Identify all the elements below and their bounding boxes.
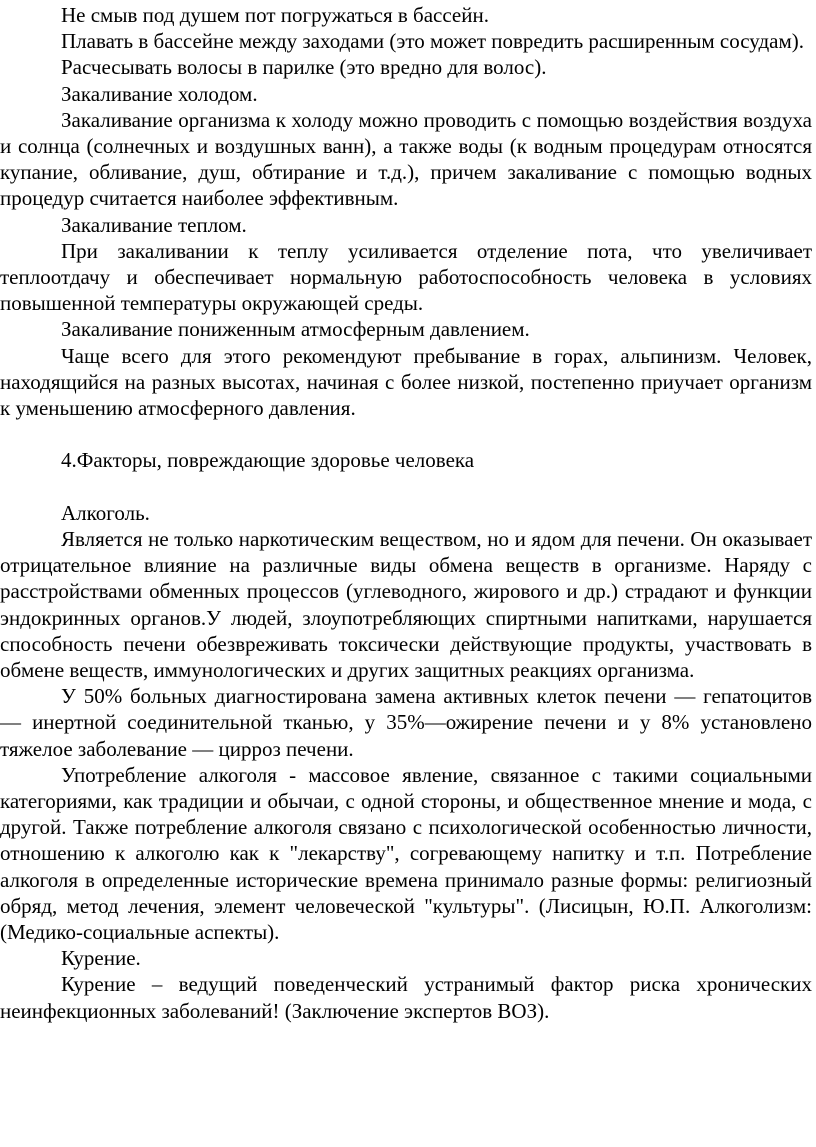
paragraph: Закаливание организма к холоду можно проводить с помощью воздействия воздуха и солнца (солнечных и воздушных ванн), а также воды (к водным процедурам относятся купание, обливание, душ, обтирание и т.д.), причем закаливание с помощью водных процедур считается наиболее эффективным. <box>0 107 812 211</box>
section-heading: Закаливание холодом. <box>61 81 258 106</box>
section-heading: Закаливание пониженным атмосферным давлением. <box>61 317 530 342</box>
paragraph: Плавать в бассейне между заходами (это может повредить расширенным сосудам). <box>61 29 804 54</box>
section-heading: Курение. <box>61 946 141 971</box>
section-heading: Закаливание теплом. <box>61 212 247 237</box>
paragraph: Курение – ведущий поведенческий устранимый фактор риска хронических неинфекционных заболеваний! (Заключение экспертов ВОЗ). <box>0 972 812 1023</box>
paragraph: Не смыв под душем пот погружаться в бассейн. <box>61 3 489 27</box>
paragraph: Чаще всего для этого рекомендуют пребывание в горах, альпинизм. Человек, находящийся на разных высотах, начиная с более низкой, постепенно приучает организм к уменьшению атмосферного давления. <box>0 343 812 421</box>
paragraph: Является не только наркотическим веществом, но и ядом для печени. Он оказывает отрицательное влияние на различные виды обмена веществ в организме. Наряду с расстройствами обменных процессов (углеводного, жирового и др.) страдают и функции эндокринных органов.У людей, злоупотребляющих спиртными напитками, нарушается способность печени обезвреживать токсически действующие продукты, участвовать в обмене веществ, иммунологических и других защитных реакциях организма. <box>0 527 812 683</box>
paragraph: При закаливании к теплу усиливается отделение пота, что увеличивает теплоотдачу и обеспечивает нормальную работоспособность человека в условиях повышенной температуры окружающей среды. <box>0 238 812 316</box>
blank-line <box>0 421 812 447</box>
section-heading: Алкоголь. <box>61 500 150 525</box>
paragraph: Расчесывать волосы в парилке (это вредно для волос). <box>61 55 547 80</box>
paragraph: Употребление алкоголя - массовое явление, связанное с такими социальными категориями, как традиции и обычаи, с одной стороны, и общественное мнение и мода, с другой. Также потребление алкоголя связано с психологической особенностью личности, отношению к алкоголю как к "лекарству", согревающему напитку и т.п. Потребление алкоголя в определенные исторические времена принимало разные формы: религиозный обряд, метод лечения, элемент человеческой "культуры". (Лисицын, Ю.П. Алкоголизм: (Медико-социальные аспекты). <box>0 762 812 945</box>
chapter-heading: 4.Факторы, повреждающие здоровье человека <box>61 448 475 473</box>
paragraph: У 50% больных диагностирована замена активных клеток печени — гепатоцитов — инертной соединительной тканью, у 35%—ожирение печени и у 8% установлено тяжелое заболевание — цирроз печени. <box>0 684 812 761</box>
blank-line <box>0 474 812 500</box>
